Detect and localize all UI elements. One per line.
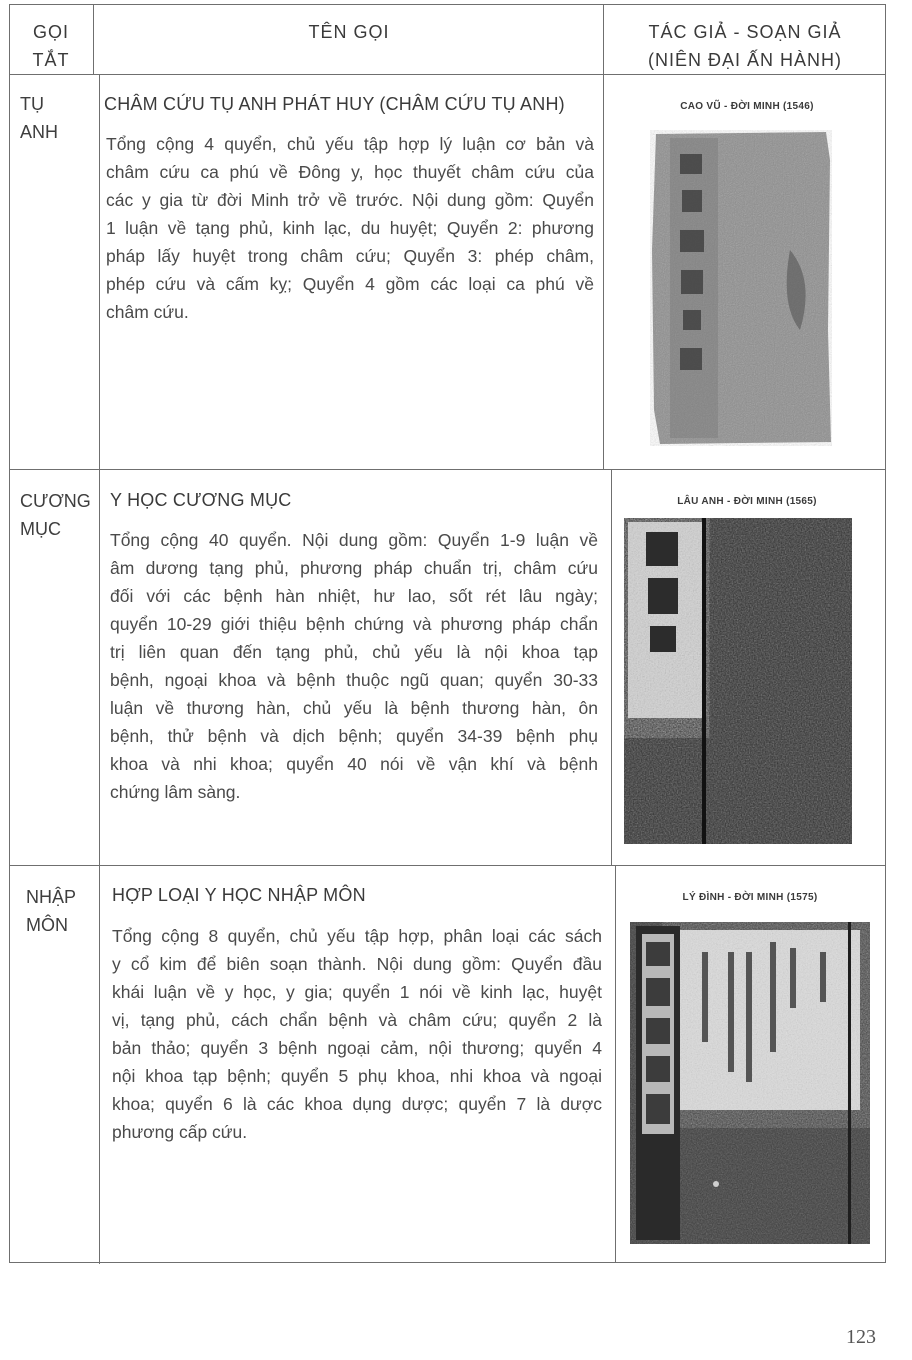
row-divider-1 xyxy=(9,469,886,470)
table-col-divider-2b xyxy=(611,469,612,865)
desc-line: pháp lấy huyệt trong châm cứu; Quyển 3: phép châm, xyxy=(106,246,594,266)
author-caption: CAO VŨ - ĐỜI MINH (1546) xyxy=(680,101,814,112)
desc-line: 1 luận về tạng phủ, kinh lạc, du huyệt; Quyển 2: phương xyxy=(106,218,594,238)
desc-line: châm cứu ca phú về Đông y, học thuyết châm cứu của xyxy=(106,162,594,182)
header-author xyxy=(606,18,884,74)
row-abbr-line2: ANH xyxy=(20,122,59,142)
book-cover-image xyxy=(624,518,852,844)
row-abbr-line2: MÔN xyxy=(26,915,68,935)
desc-line: âm dương tạng phủ, phương pháp chuẩn trị, châm cứu xyxy=(110,558,598,578)
table-col-divider-1b xyxy=(99,74,100,1264)
desc-line: luận về thương hàn, chủ yếu là bệnh thương hàn, ôn xyxy=(110,698,598,718)
desc-line: bản thảo; quyển 3 bệnh ngoại cảm, nội thương; quyển 4 xyxy=(112,1038,602,1058)
desc-line: châm cứu. xyxy=(106,302,189,322)
table-bottom-border xyxy=(9,1262,886,1263)
table-col-divider-2c xyxy=(615,865,616,1263)
row-description xyxy=(112,922,602,1146)
table-col-divider-1 xyxy=(93,4,94,74)
author-caption: LÝ ĐÌNH - ĐỜI MINH (1575) xyxy=(682,892,818,903)
desc-line: vị, tạng phủ, cách chẩn bệnh và châm cứu; quyển 2 là xyxy=(112,1010,602,1030)
desc-line: Tổng cộng 40 quyển. Nội dung gồm: Quyển 1-9 luận về xyxy=(110,530,598,550)
desc-line: bệnh, ngoại khoa và bệnh thuộc ngũ quan; quyển 30-33 xyxy=(110,670,598,690)
row-description xyxy=(110,526,598,806)
table-left-border xyxy=(9,4,10,1263)
row-abbr-line2: MỤC xyxy=(20,519,61,539)
desc-line: các y gia từ đời Minh trở về trước. Nội dung gồm: Quyển xyxy=(106,190,594,210)
author-caption: LÂU ANH - ĐỜI MINH (1565) xyxy=(677,496,817,507)
row-abbr-line1: NHẬP xyxy=(26,887,77,907)
desc-line: khái luận về y học, y gia; quyển 1 nói về kinh lạc, huyệt xyxy=(112,982,602,1002)
page-number: 123 xyxy=(846,1326,876,1348)
header-divider xyxy=(9,74,886,75)
desc-line: phép cứu và cấm kỵ; Quyển 4 gồm các loại ca phú về xyxy=(106,274,594,294)
row-title: CHÂM CỨU TỤ ANH PHÁT HUY (CHÂM CỨU TỤ ANH) xyxy=(104,94,565,114)
desc-line: y cổ kim để biên soạn thành. Nội dung gồm: Quyển đầu xyxy=(112,954,602,974)
row-abbr xyxy=(20,487,90,543)
header-name: TÊN GỌI xyxy=(308,22,390,42)
desc-line: nội khoa tạp bệnh; quyển 5 phụ khoa, nhi khoa và ngoại xyxy=(112,1066,602,1086)
header-abbr xyxy=(12,18,90,74)
row-title: Y HỌC CƯƠNG MỤC xyxy=(110,490,292,510)
header-author-line1: TÁC GIẢ - SOẠN GIẢ xyxy=(648,22,842,42)
desc-line: Tổng cộng 4 quyển, chủ yếu tập hợp lý luận cơ bản và xyxy=(106,134,594,154)
row-description xyxy=(106,130,594,326)
desc-line: phương cấp cứu. xyxy=(112,1122,248,1142)
row-abbr xyxy=(20,90,90,146)
book-cover-image xyxy=(630,922,870,1244)
table-top-border xyxy=(9,4,886,5)
row-divider-2 xyxy=(9,865,886,866)
row-abbr-line1: CƯƠNG xyxy=(20,491,91,511)
book-cover-image xyxy=(650,130,832,446)
desc-line: quyển 10-29 giới thiệu bệnh chứng và phương pháp chẩn xyxy=(110,614,598,634)
row-title: HỢP LOẠI Y HỌC NHẬP MÔN xyxy=(112,885,366,905)
row-abbr-line1: TỤ xyxy=(20,94,44,114)
desc-line: Tổng cộng 8 quyển, chủ yếu tập hợp, phân loại các sách xyxy=(112,926,602,946)
header-author-line2: (NIÊN ĐẠI ẤN HÀNH) xyxy=(647,50,842,70)
header-abbr-line2: TẮT xyxy=(32,50,70,70)
desc-line: khoa và nhi khoa; quyển 40 nói về vận khí và bệnh xyxy=(110,754,598,774)
desc-line: chứng lâm sàng. xyxy=(110,782,241,802)
row-abbr xyxy=(26,883,96,939)
desc-line: khoa; quyển 6 là các khoa dụng dược; quyển 7 là dược xyxy=(112,1094,602,1114)
header-abbr-line1: GỌI xyxy=(32,22,69,42)
desc-line: trị liên quan đến tạng phủ, chủ yếu là nội khoa tạp xyxy=(110,642,598,662)
desc-line: đối với các bệnh hàn nhiệt, hư lao, sốt rét lâu ngày; xyxy=(110,586,598,606)
table-right-border xyxy=(885,4,886,1263)
desc-line: bệnh, thử bệnh và dịch bệnh; quyển 34-39 bệnh phụ xyxy=(110,726,598,746)
